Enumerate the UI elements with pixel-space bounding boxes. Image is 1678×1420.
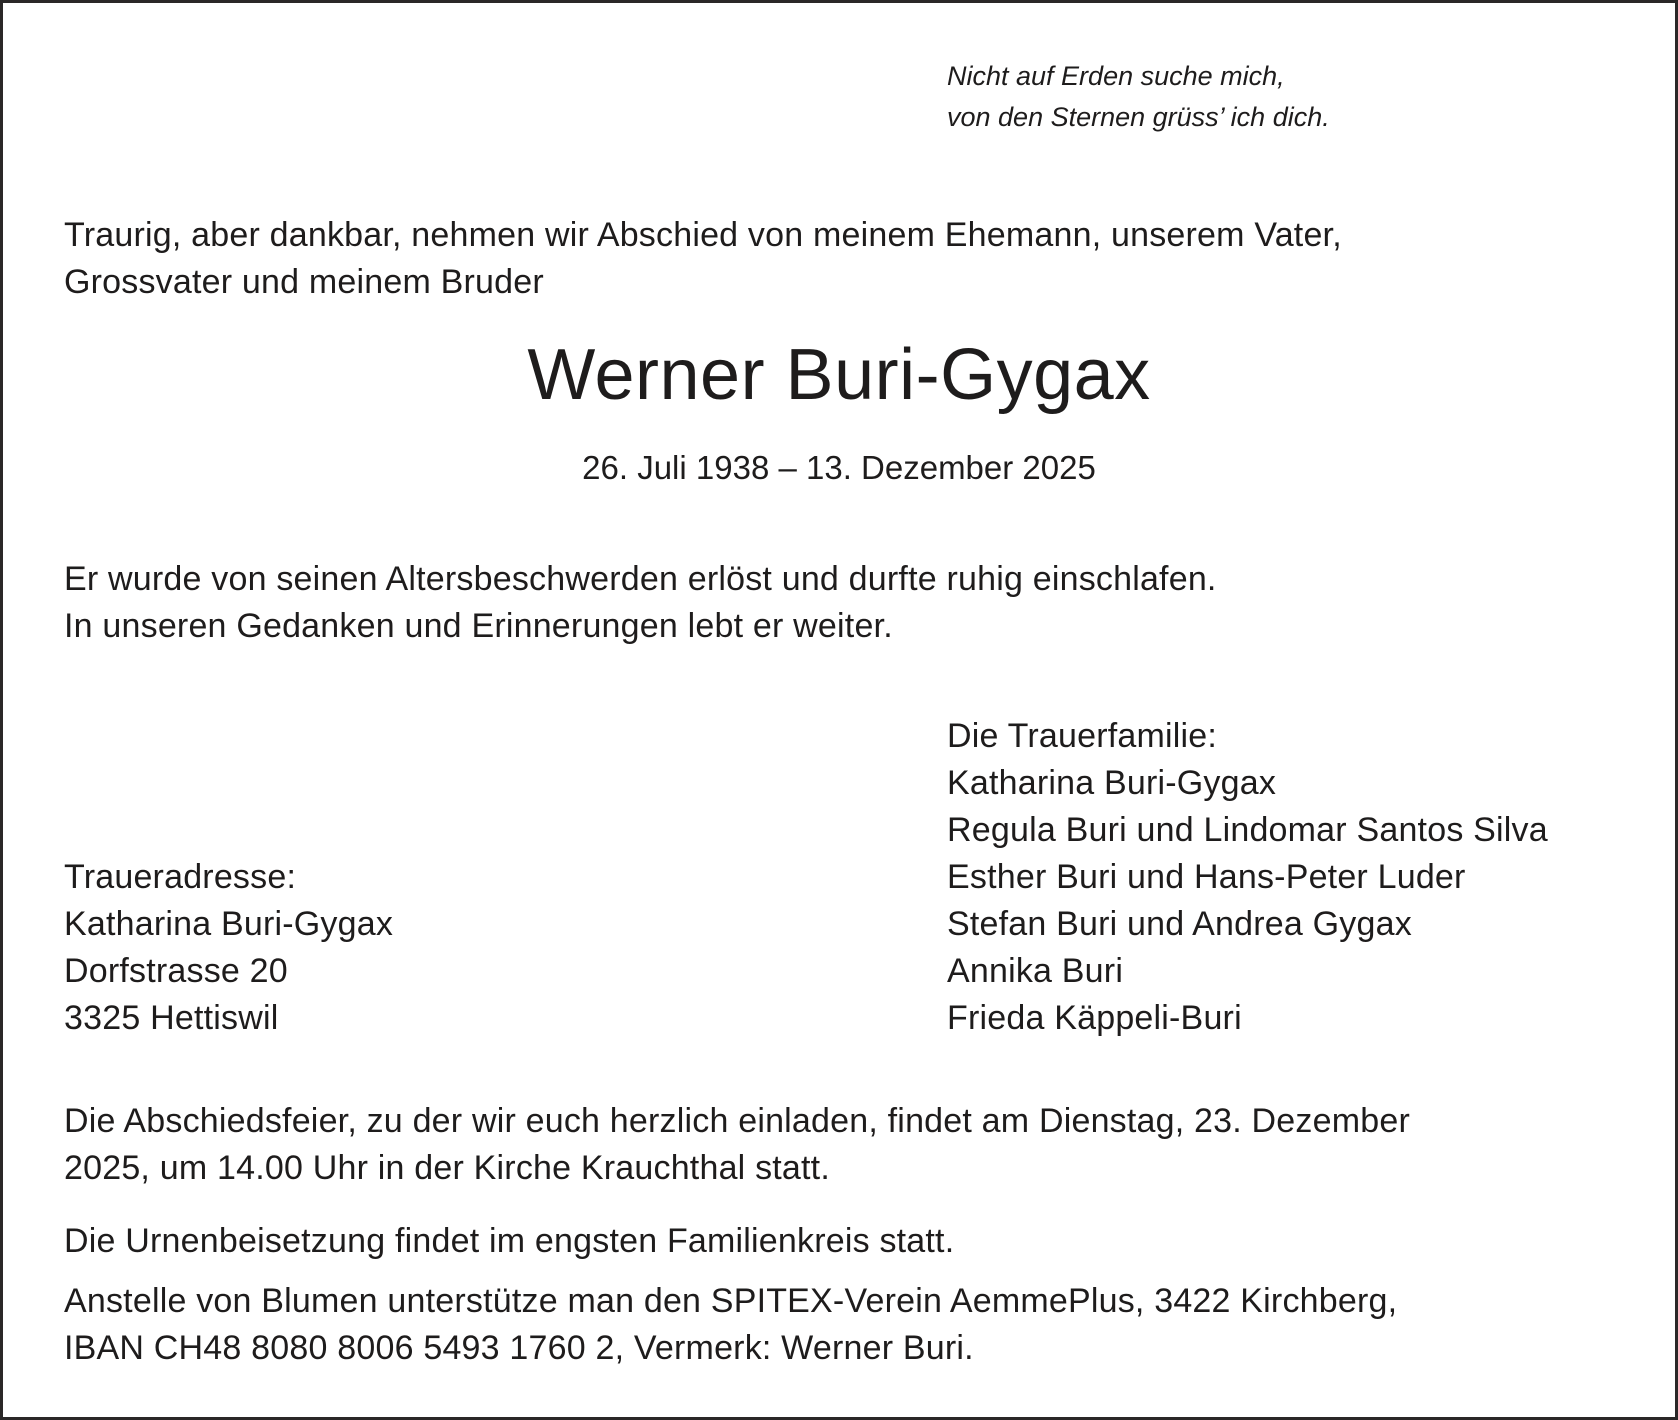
address-heading: Traueradresse:: [64, 858, 297, 896]
family-member: Esther Buri und Hans-Peter Luder: [947, 858, 1466, 896]
family-member: Regula Buri und Lindomar Santos Silva: [947, 811, 1548, 849]
donation-info: [64, 1278, 1397, 1372]
donation-line: Anstelle von Blumen unterstütze man den SPITEX-Verein AemmePlus, 3422 Kirchberg,: [64, 1282, 1398, 1320]
address-line: 3325 Hettiswil: [64, 999, 279, 1037]
message-line: In unseren Gedanken und Erinnerungen lebt er weiter.: [64, 607, 893, 645]
address-line: Dorfstrasse 20: [64, 952, 288, 990]
intro-line: Grossvater und meinem Bruder: [64, 263, 544, 301]
family-member: Frieda Käppeli-Buri: [947, 999, 1242, 1037]
family-member: Katharina Buri-Gygax: [947, 764, 1277, 802]
family-member: Annika Buri: [947, 952, 1124, 990]
family-member: Stefan Buri und Andrea Gygax: [947, 905, 1412, 943]
motto-quote: [947, 56, 1330, 138]
intro-line: Traurig, aber dankbar, nehmen wir Abschied von meinem Ehemann, unserem Vater,: [64, 216, 1342, 254]
intro-text: [64, 212, 1342, 306]
address-line: Katharina Buri-Gygax: [64, 905, 394, 943]
life-dates: 26. Juli 1938 – 13. Dezember 2025: [582, 449, 1096, 486]
family-heading: Die Trauerfamilie:: [947, 717, 1218, 755]
mourning-family: [947, 713, 1548, 1042]
urn-burial-info: Die Urnenbeisetzung findet im engsten Familienkreis statt.: [64, 1222, 955, 1260]
deceased-name: Werner Buri-Gygax: [527, 335, 1151, 415]
ceremony-line: Die Abschiedsfeier, zu der wir euch herzlich einladen, findet am Dienstag, 23. Dezember: [64, 1102, 1410, 1140]
message-line: Er wurde von seinen Altersbeschwerden erlöst und durfte ruhig einschlafen.: [64, 560, 1217, 598]
ceremony-info: [64, 1098, 1410, 1192]
mourning-address: [64, 854, 393, 1042]
message-text: [64, 556, 1217, 650]
motto-line: Nicht auf Erden suche mich,: [947, 61, 1285, 91]
ceremony-line: 2025, um 14.00 Uhr in der Kirche Krauchthal statt.: [64, 1149, 830, 1187]
motto-line: von den Sternen grüss’ ich dich.: [947, 102, 1330, 132]
donation-line: IBAN CH48 8080 8006 5493 1760 2, Vermerk: Werner Buri.: [64, 1329, 974, 1367]
